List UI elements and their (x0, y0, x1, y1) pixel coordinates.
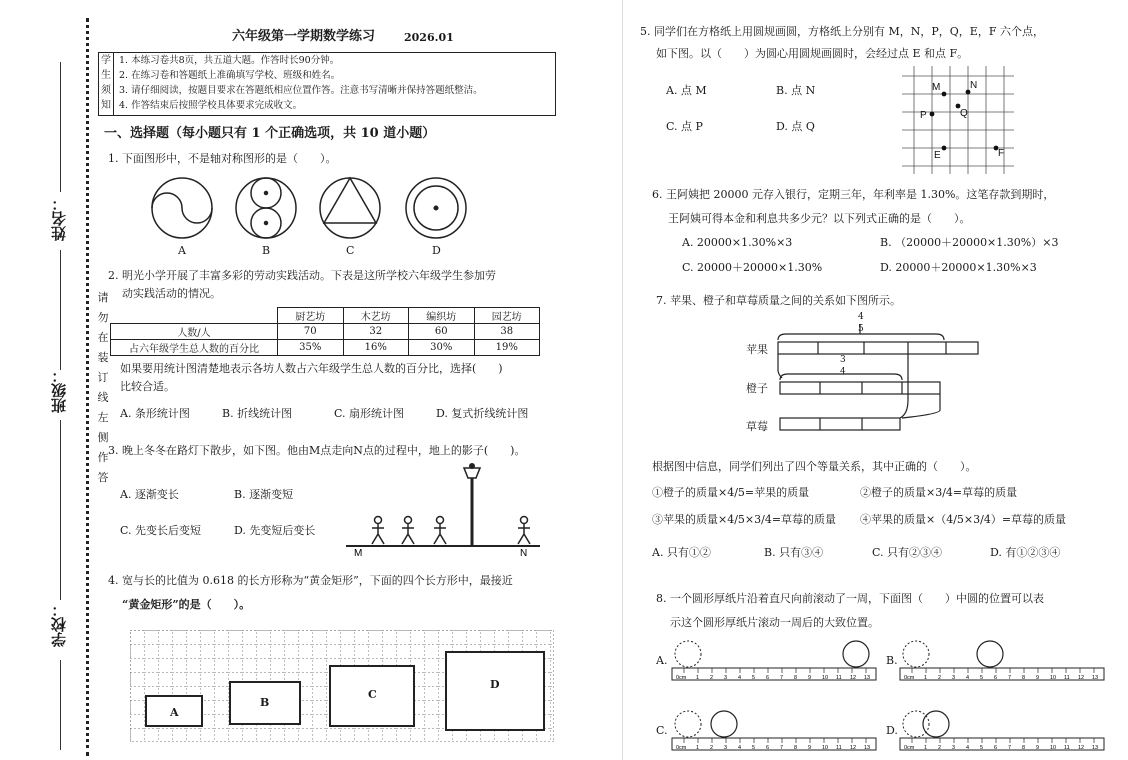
name-label: 姓名： (50, 196, 68, 241)
section-title: 一、选择题（每小题只有 1 个正确选项，共 10 道小题） (104, 126, 436, 141)
q6-option-d: D. 20000＋20000×1.30%×3 (880, 261, 1037, 274)
apple-bar (778, 342, 978, 354)
point-n-label: N (520, 548, 528, 558)
end-circle (843, 641, 869, 667)
ruler-label: 12 (1078, 745, 1085, 751)
q1-label-a: A (178, 244, 186, 257)
ruler-label: 4 (966, 675, 970, 681)
q3-option-c: C. 先变长后变短 (120, 524, 202, 537)
table-cell: 32 (343, 324, 409, 340)
ruler-label: 8 (794, 675, 798, 681)
fraction-numerator: 3 (840, 355, 846, 365)
notice-item: 3. 请仔细阅读，按题目要求在答题纸相应位置作答。注意书写清晰并保持答题纸整洁。 (119, 85, 483, 96)
q7-statement-3: ③苹果的质量×4/5×3/4=草莓的质量 (652, 513, 837, 526)
table-cell: 人数/人 (111, 324, 278, 340)
ruler-figure (900, 711, 1104, 751)
q1-label-b: B (262, 244, 271, 257)
ruler-label: 7 (780, 745, 784, 751)
q5-option-d: D. 点 Q (776, 120, 815, 133)
figure-c-triangle (320, 178, 380, 238)
table-cell: 38 (474, 324, 540, 340)
orange-label: 橙子 (746, 382, 768, 395)
strawberry-bar (780, 418, 900, 430)
end-circle (923, 711, 949, 737)
strawberry-label: 草莓 (746, 420, 768, 433)
table-header: 编织坊 (409, 308, 475, 324)
q5-stem: 5. 同学们在方格纸上用圆规画圆，方格纸上分别有 M，N，P，Q，E，F 六个点， (640, 25, 1044, 38)
ruler (672, 738, 876, 750)
q2-stem: 2. 明光小学开展了丰富多彩的劳动实践活动。下表是这所学校六年级学生参加劳 (108, 269, 496, 282)
point-label: M (932, 82, 941, 93)
table-cell (111, 308, 278, 324)
ruler-label: 13 (864, 675, 871, 681)
ruler-label: 5 (752, 745, 756, 751)
ruler (672, 668, 876, 680)
ruler-label: 2 (710, 745, 714, 751)
q2-stem-2: 动实践活动的情况。 (122, 287, 221, 300)
ruler-label: 2 (938, 675, 942, 681)
q6-option-b: B. （20000＋20000×1.30%）×3 (880, 236, 1059, 249)
point-label: P (920, 110, 927, 121)
name-line (60, 62, 61, 192)
ruler-label: 0cm (904, 675, 915, 681)
ruler-label: 5 (980, 675, 984, 681)
ruler-label: 5 (752, 675, 756, 681)
ruler-label: 9 (808, 675, 812, 681)
figure-d-concentric (406, 178, 466, 238)
table-header: 园艺坊 (474, 308, 540, 324)
ruler-label: 9 (1036, 675, 1040, 681)
ruler-label: 0cm (904, 745, 915, 751)
point-m-label: M (354, 548, 363, 558)
ruler-figure (672, 711, 876, 751)
q2-option-b: B. 折线统计图 (222, 407, 293, 420)
ruler-label: 8 (794, 745, 798, 751)
q7-statement-2: ②橙子的质量×3/4=草莓的质量 (860, 486, 1018, 499)
q8-stem: 8. 一个圆形厚纸片沿着直尺向前滚动了一周，下面图（ ）中圆的位置可以表 (656, 592, 1044, 605)
ruler-label: 4 (738, 675, 742, 681)
ruler-label: 6 (766, 745, 770, 751)
ruler-label: 7 (1008, 745, 1012, 751)
table-cell: 占六年级学生总人数的百分比 (111, 340, 278, 356)
ruler-label: 12 (850, 745, 857, 751)
table-header: 厨艺坊 (278, 308, 344, 324)
q5-stem-2: 如下图。以（ ）为圆心用圆规画圆时，会经过点 E 和点 F。 (656, 47, 969, 60)
ruler-figure (672, 641, 876, 681)
q6-option-c: C. 20000＋20000×1.30% (682, 261, 823, 274)
ruler-label: 3 (724, 745, 728, 751)
start-circle (903, 641, 929, 667)
orange-bar (780, 382, 940, 394)
q1-label-d: D (432, 244, 441, 257)
q4-label-a: A (170, 706, 179, 719)
q7-stem: 7. 苹果、橙子和草莓质量之间的关系如下图所示。 (656, 294, 901, 307)
apple-label: 苹果 (746, 343, 768, 356)
q4-label-c: C (368, 688, 377, 701)
q1-figures (140, 172, 480, 242)
end-circle (711, 711, 737, 737)
ruler-label: 8 (1022, 745, 1026, 751)
q2-table (110, 307, 540, 356)
ruler-label: 3 (952, 745, 956, 751)
fraction-denominator: 4 (840, 367, 846, 377)
point-label: E (934, 150, 941, 161)
ruler-label: 11 (1064, 675, 1070, 681)
q2-question-2: 比较合适。 (120, 380, 175, 393)
ruler-label: 13 (1092, 675, 1099, 681)
notice-item: 2. 在练习卷和答题纸上准确填写学校、班级和姓名。 (119, 70, 341, 81)
table-cell: 30% (409, 340, 475, 356)
notice-box (98, 52, 556, 116)
ruler-label: 2 (710, 675, 714, 681)
q7-option-b: B. 只有③④ (764, 546, 824, 559)
q4-label-d: D (490, 678, 500, 691)
ruler-label: 11 (836, 745, 842, 751)
ruler-label: 11 (1064, 745, 1070, 751)
table-row (111, 324, 540, 340)
q8-label-c: C. (656, 724, 668, 737)
table-cell: 60 (409, 324, 475, 340)
ruler-label: 1 (696, 675, 700, 681)
q6-stem: 6. 王阿姨把 20000 元存入银行，定期三年，年利率是 1.30%。这笔存款到期时， (652, 188, 1055, 201)
table-row (111, 308, 540, 324)
ruler-label: 7 (1008, 675, 1012, 681)
notice-item: 1. 本练习卷共8页，共五道大题。作答时长90分钟。 (119, 55, 340, 66)
ruler-label: 13 (1092, 745, 1099, 751)
q5-option-c: C. 点 P (666, 120, 703, 133)
q5-grid-figure (902, 66, 1014, 174)
ruler-label: 10 (822, 745, 829, 751)
ruler-label: 9 (808, 745, 812, 751)
q3-option-b: B. 逐渐变短 (234, 488, 294, 501)
table-header: 木艺坊 (343, 308, 409, 324)
figure-b-circles (236, 178, 296, 238)
table-cell: 70 (278, 324, 344, 340)
q2-question: 如果要用统计图清楚地表示各坊人数占六年级学生总人数的百分比，选择( ) (120, 362, 503, 375)
ruler-label: 11 (836, 675, 842, 681)
ruler-label: 12 (1078, 675, 1085, 681)
q3-option-d: D. 先变短后变长 (234, 524, 316, 537)
ruler-label: 6 (766, 675, 770, 681)
q7-bar-diagram (776, 318, 986, 434)
ruler-label: 12 (850, 675, 857, 681)
q6-stem-2: 王阿姨可得本金和利息共多少元？以下列式正确的是（ ）。 (668, 212, 971, 225)
q2-option-a: A. 条形统计图 (120, 407, 190, 420)
ruler (900, 668, 1104, 680)
ruler-label: 0cm (676, 675, 687, 681)
school-line (60, 660, 61, 750)
ruler-label: 5 (980, 745, 984, 751)
ruler-label: 1 (924, 675, 928, 681)
q4-label-b: B (260, 696, 270, 709)
ruler-label: 3 (724, 675, 728, 681)
q2-option-d: D. 复式折线统计图 (436, 407, 529, 420)
ruler-label: 1 (696, 745, 700, 751)
table-cell: 16% (343, 340, 409, 356)
fraction-denominator: 5 (858, 324, 864, 334)
q7-option-d: D. 有①②③④ (990, 546, 1061, 559)
page-title: 六年级第一学期数学练习 (232, 29, 376, 44)
ruler-label: 9 (1036, 745, 1040, 751)
ruler-label: 13 (864, 745, 871, 751)
ruler-label: 10 (822, 675, 829, 681)
notice-label: 学 生 须 知 (99, 53, 114, 115)
table-cell: 19% (474, 340, 540, 356)
ruler-label: 0cm (676, 745, 687, 751)
q7-option-c: C. 只有②③④ (872, 546, 943, 559)
point-label: Q (960, 108, 968, 119)
name-line-2 (60, 250, 61, 370)
ruler-label: 2 (938, 745, 942, 751)
fraction-numerator: 4 (858, 312, 864, 322)
point-label: N (970, 80, 978, 91)
table-row (111, 340, 540, 356)
point-label: F (998, 148, 1005, 159)
q3-stem: 3. 晚上冬冬在路灯下散步，如下图。他由M点走向N点的过程中，地上的影子( )。 (108, 444, 526, 457)
binding-warning: 请 勿 在 装 订 线 左 侧 作 答 (97, 291, 109, 484)
ruler-label: 6 (994, 745, 998, 751)
ruler-label: 1 (924, 745, 928, 751)
q3-option-a: A. 逐渐变长 (120, 488, 179, 501)
ruler-label: 10 (1050, 745, 1057, 751)
start-circle (675, 711, 701, 737)
ruler (900, 738, 1104, 750)
binding-dotted-line (86, 18, 93, 756)
ruler-figure (900, 641, 1104, 681)
q7-statement-1: ①橙子的质量×4/5=苹果的质量 (652, 486, 810, 499)
q8-label-d: D. (886, 724, 898, 737)
ruler-label: 8 (1022, 675, 1026, 681)
school-label: 学校： (50, 602, 68, 647)
exam-date: 2026.01 (404, 31, 454, 44)
q7-option-a: A. 只有①② (652, 546, 711, 559)
notice-item: 4. 作答结束后按照学校具体要求完成收文。 (119, 100, 303, 111)
q3-streetlight-figure (344, 458, 544, 558)
q8-label-a: A. (656, 654, 668, 667)
q8-ruler-figures (668, 634, 1114, 754)
q1-label-c: C (346, 244, 355, 257)
q7-lead: 根据图中信息，同学们列出了四个等量关系，其中正确的（ ）。 (652, 460, 977, 473)
ruler-label: 4 (966, 745, 970, 751)
start-circle (903, 711, 929, 737)
ruler-label: 3 (952, 675, 956, 681)
q1-stem: 1. 下面图形中，不是轴对称图形的是（ ）。 (108, 152, 337, 165)
figure-a-yinyang (152, 178, 212, 238)
ruler-label: 10 (1050, 675, 1057, 681)
page-divider (622, 0, 623, 760)
q8-label-b: B. (886, 654, 898, 667)
q7-statement-4: ④苹果的质量×（4/5×3/4）=草莓的质量 (860, 513, 1067, 526)
q5-option-a: A. 点 M (666, 84, 707, 97)
q5-option-b: B. 点 N (776, 84, 816, 97)
table-cell: 35% (278, 340, 344, 356)
end-circle (977, 641, 1003, 667)
class-label: 班级： (50, 368, 68, 413)
q2-option-c: C. 扇形统计图 (334, 407, 405, 420)
class-line (60, 420, 61, 600)
ruler-label: 7 (780, 675, 784, 681)
q4-stem: 4. 宽与长的比值为 0.618 的长方形称为“黄金矩形”，下面的四个长方形中，最接近 (108, 574, 513, 587)
q6-option-a: A. 20000×1.30%×3 (682, 236, 793, 249)
ruler-label: 4 (738, 745, 742, 751)
q4-stem-2: “黄金矩形”的是（ ）。 (122, 598, 251, 611)
ruler-label: 6 (994, 675, 998, 681)
start-circle (675, 641, 701, 667)
q8-stem-2: 示这个圆形厚纸片滚动一周后的大致位置。 (670, 616, 879, 629)
